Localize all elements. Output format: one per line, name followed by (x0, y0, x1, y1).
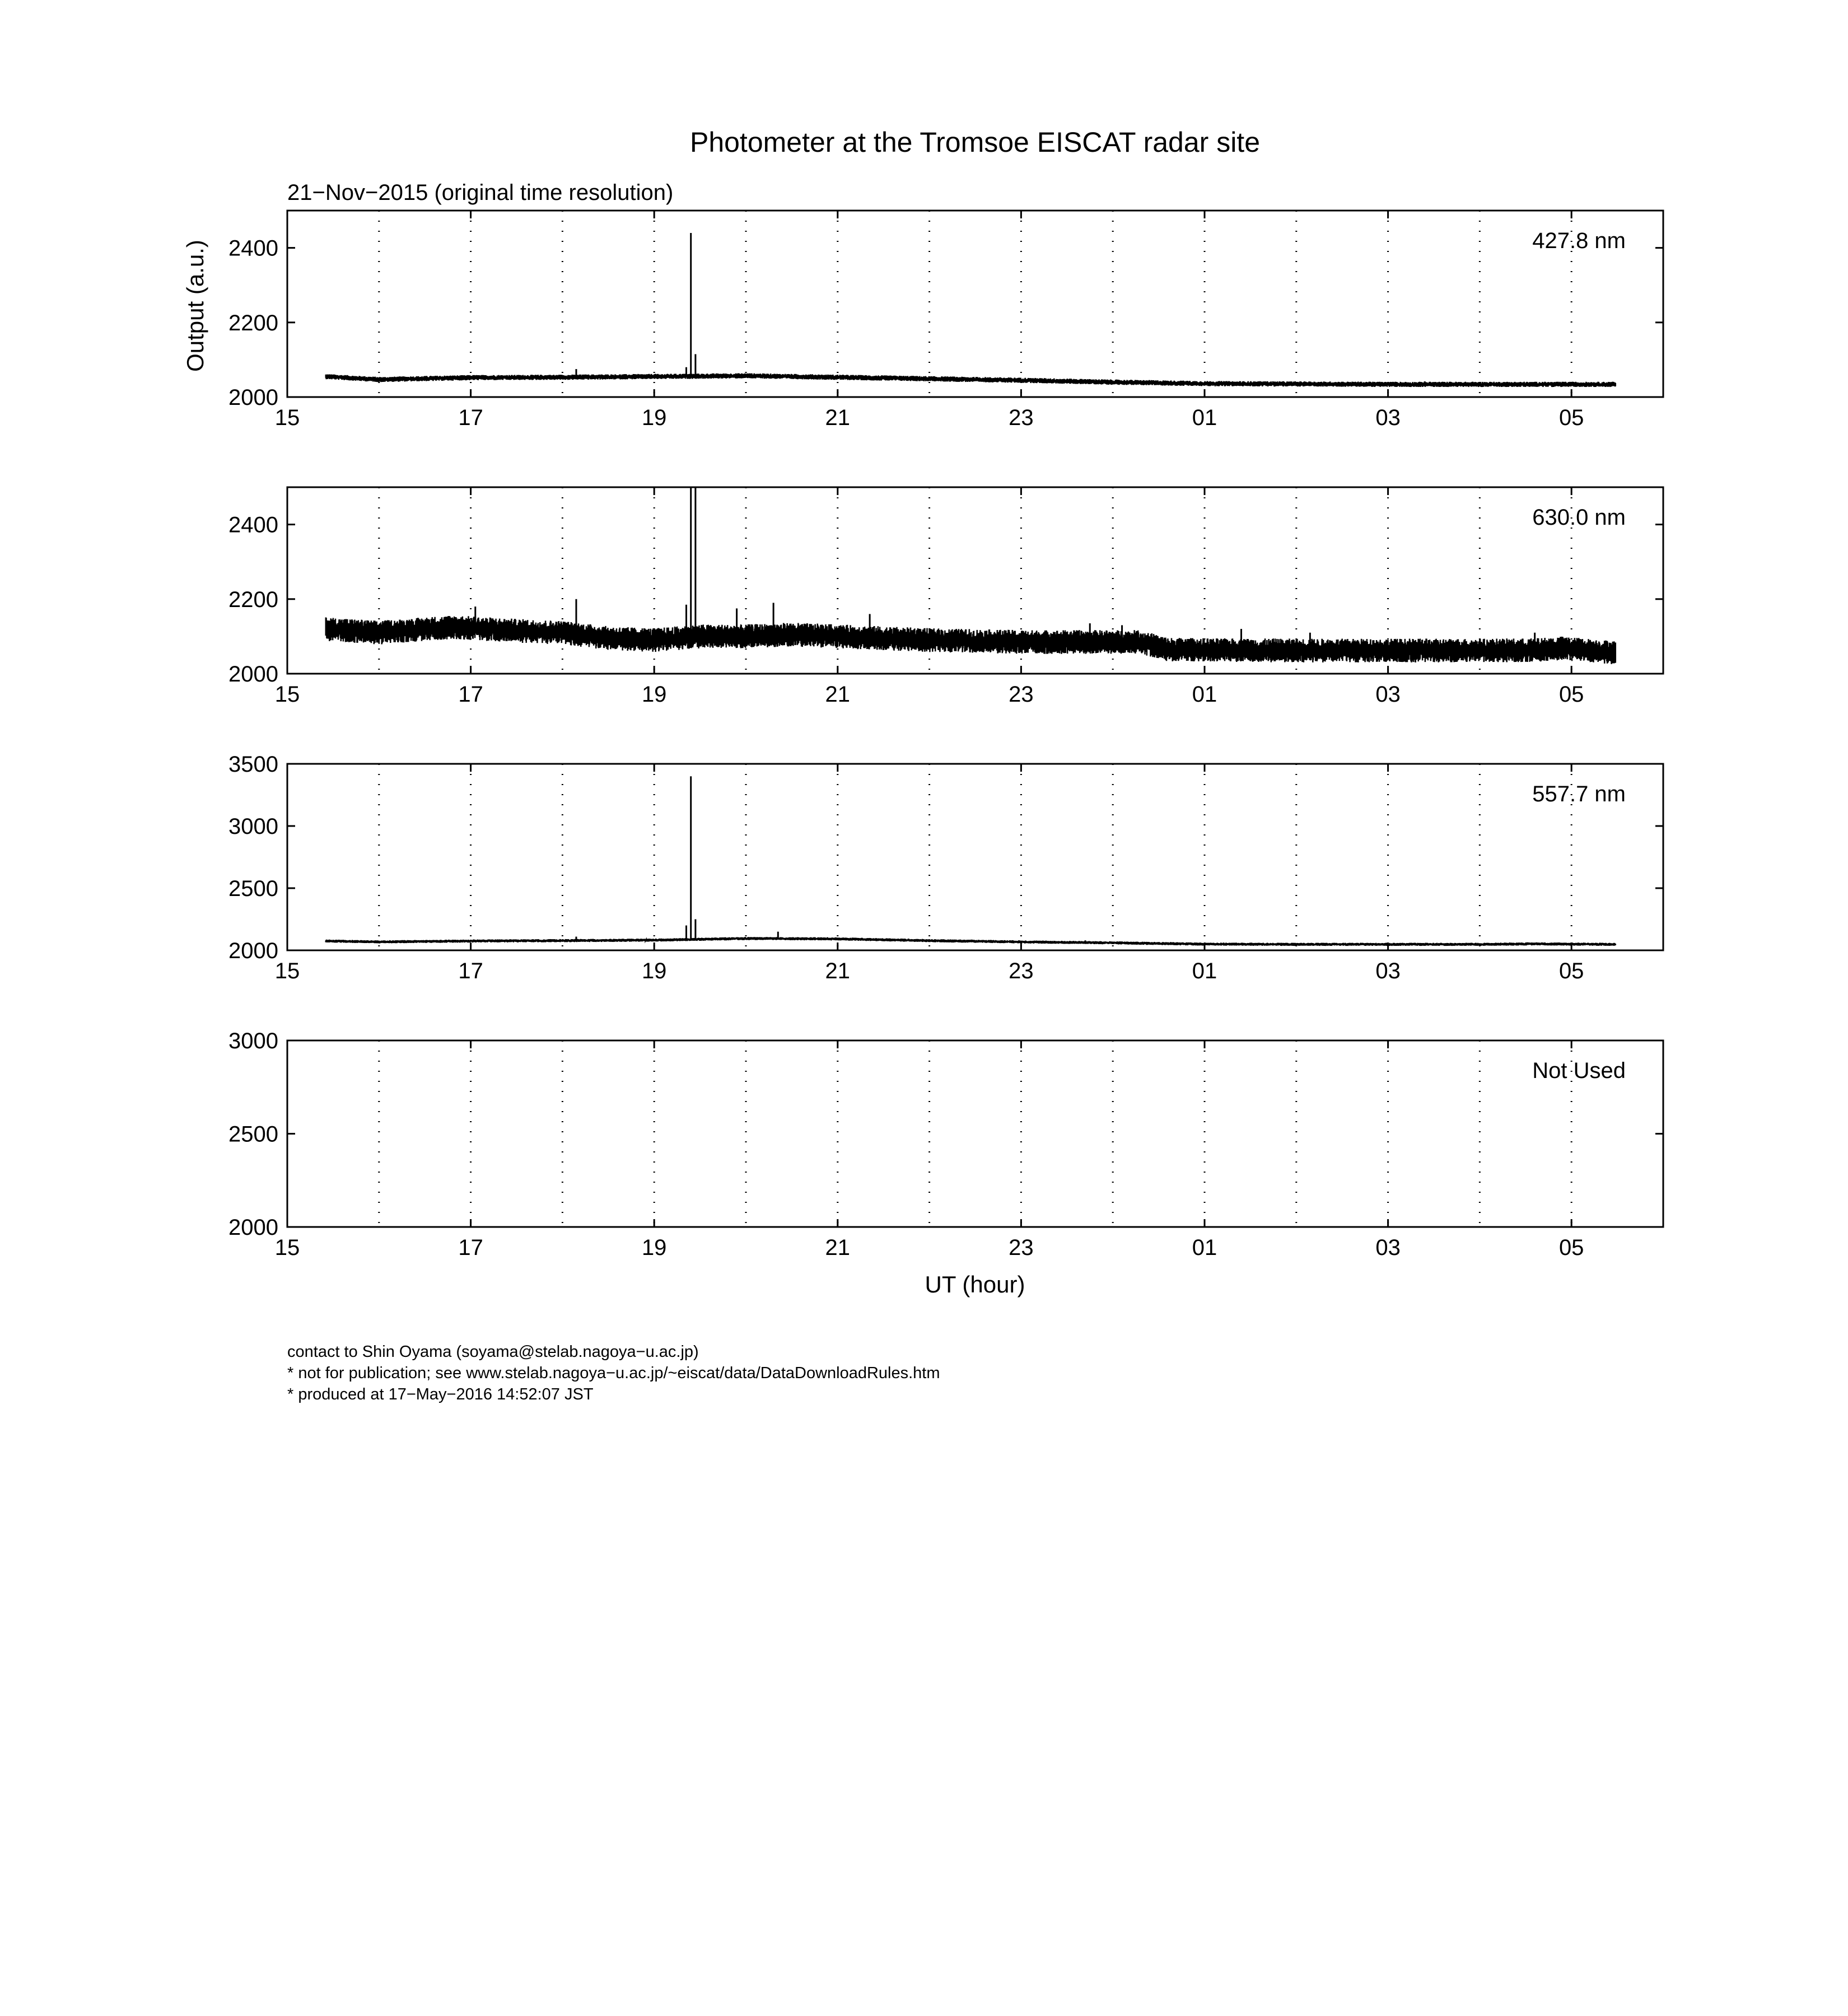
x-tick-label: 21 (825, 405, 851, 430)
x-tick-label: 15 (274, 405, 300, 430)
x-tick-label: 23 (1009, 1235, 1034, 1260)
x-tick-label: 01 (1192, 1235, 1217, 1260)
x-tick-label: 05 (1558, 682, 1584, 707)
x-tick-label: 21 (825, 1235, 851, 1260)
x-tick-label: 15 (274, 959, 300, 983)
y-tick-label: 2200 (228, 310, 278, 335)
y-tick-label: 2000 (228, 385, 278, 410)
footer-notice: * not for publication; see www.stelab.nagoya−u.ac.jp/~eiscat/data/DataDownloadRules.htm (287, 1364, 940, 1382)
axes-frame (287, 1040, 1663, 1227)
footer-contact: contact to Shin Oyama (soyama@stelab.nagoya−u.ac.jp) (287, 1343, 699, 1361)
y-tick-label: 2000 (228, 1215, 278, 1240)
y-tick-label: 2400 (228, 512, 278, 538)
x-tick-label: 19 (641, 1235, 667, 1260)
footer-notes (287, 1341, 940, 1405)
x-tick-label: 01 (1192, 682, 1217, 707)
y-tick-label: 3000 (228, 814, 278, 839)
series-trace (326, 616, 1616, 664)
y-tick-label: 2000 (228, 662, 278, 687)
figure-subtitle: 21−Nov−2015 (original time resolution) (287, 180, 674, 205)
series-trace (326, 937, 1616, 946)
y-axis-label: Output (a.u.) (182, 240, 208, 372)
x-tick-label: 05 (1558, 959, 1584, 983)
x-tick-label: 23 (1009, 682, 1034, 707)
x-tick-label: 17 (458, 1235, 483, 1260)
x-tick-label: 23 (1009, 959, 1034, 983)
y-tick-label: 2200 (228, 587, 278, 612)
panel-2 (228, 487, 1663, 707)
x-axis-label: UT (hour) (925, 1271, 1025, 1298)
y-tick-label: 2000 (228, 939, 278, 963)
axes-frame (287, 211, 1663, 397)
channel-label: 630.0 nm (1532, 505, 1626, 530)
panel-4 (228, 1029, 1663, 1260)
channel-label: 557.7 nm (1532, 782, 1626, 806)
footer-produced: * produced at 17−May−2016 14:52:07 JST (287, 1385, 594, 1403)
y-tick-label: 3500 (228, 752, 278, 777)
x-tick-label: 15 (274, 1235, 300, 1260)
series-trace (326, 374, 1616, 387)
channel-label: Not Used (1532, 1058, 1626, 1083)
x-tick-label: 17 (458, 405, 483, 430)
x-tick-label: 19 (641, 959, 667, 983)
y-tick-label: 2500 (228, 876, 278, 901)
axes-frame (287, 764, 1663, 950)
x-tick-label: 05 (1558, 405, 1584, 430)
x-tick-label: 21 (825, 959, 851, 983)
x-tick-label: 03 (1375, 682, 1401, 707)
panel-3 (228, 752, 1663, 983)
x-tick-label: 03 (1375, 405, 1401, 430)
x-tick-label: 19 (641, 682, 667, 707)
channel-label: 427.8 nm (1532, 228, 1626, 253)
x-tick-label: 03 (1375, 1235, 1401, 1260)
panel-1 (228, 211, 1663, 430)
figure-title: Photometer at the Tromsoe EISCAT radar site (689, 127, 1261, 158)
x-tick-label: 01 (1192, 405, 1217, 430)
x-tick-label: 17 (458, 959, 483, 983)
y-tick-label: 3000 (228, 1029, 278, 1053)
x-tick-label: 05 (1558, 1235, 1584, 1260)
x-tick-label: 19 (641, 405, 667, 430)
chart-panels (228, 211, 1663, 1260)
x-tick-label: 01 (1192, 959, 1217, 983)
x-tick-label: 17 (458, 682, 483, 707)
x-tick-label: 21 (825, 682, 851, 707)
y-tick-label: 2400 (228, 236, 278, 261)
x-tick-label: 03 (1375, 959, 1401, 983)
y-tick-label: 2500 (228, 1122, 278, 1147)
x-tick-label: 15 (274, 682, 300, 707)
x-tick-label: 23 (1009, 405, 1034, 430)
